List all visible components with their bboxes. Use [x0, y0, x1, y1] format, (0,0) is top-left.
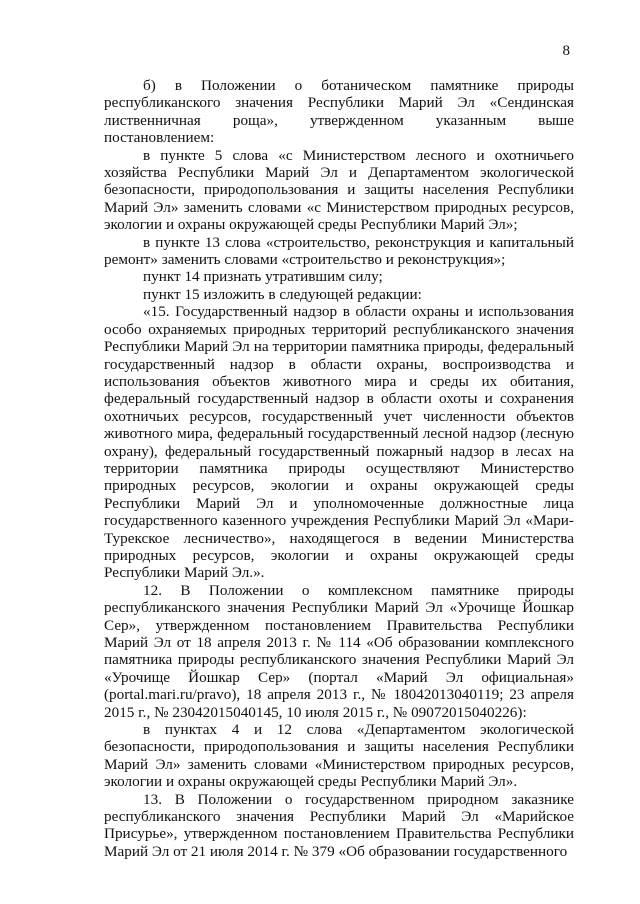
- page-number: 8: [562, 43, 570, 59]
- paragraph-point-13: в пункте 13 слова «строительство, реконструкция и капитальный ремонт» заменить словами «строительство и реконструкция»;: [104, 233, 574, 269]
- paragraph-point-15-text: «15. Государственный надзор в области охраны и использования особо охраняемых природных территорий республиканского значения Республики Марий Эл на территории памятника природы, федеральный государственный надзор в области охраны, воспроизводства и использования объектов животного мира и среды их обитания, федеральный государственный надзор в области охоты и сохранения охотничьих ресурсов, государственный учет численности объектов животного мира, федеральный государственный лесной надзор (лесную охрану), федеральный государственный пожарный надзор в лесах на территории памятника природы осуществляют Министерство природных ресурсов, экологии и охраны окружающей среды Республики Марий Эл и уполномоченные должностные лица государственного казенного учреждения Республики Марий Эл «Мари-Турекское лесничество», находящегося в ведении Министерства природных ресурсов, экологии и охраны окружающей среды Республики Марий Эл.».: [104, 303, 574, 582]
- paragraph-point-5: в пункте 5 слова «с Министерством лесного и охотничьего хозяйства Республики Марий Эл и Департаментом экологической безопасности, природопользования и защиты населения Республики Марий Эл» заменить словами «с Министерством природных ресурсов, экологии и охраны окружающей среды Республики Марий Эл»;: [104, 146, 574, 234]
- paragraph-points-4-12: в пунктах 4 и 12 слова «Департаментом экологической безопасности, природопользования и защиты населения Республики Марий Эл» заменить словами «Министерством природных ресурсов, экологии и охраны окружающей среды Республики Марий Эл».: [104, 721, 574, 791]
- paragraph-point-14: пункт 14 признать утратившим силу;: [143, 268, 383, 286]
- paragraph-section-13: 13. В Положении о государственном природном заказнике республиканского значения Республики Марий Эл «Марийское Присурье», утвержденном постановлением Правительства Республики Марий Эл от 21 июля 2014 г. № 379 «Об образовании государственного: [104, 790, 574, 860]
- paragraph-point-15-intro: пункт 15 изложить в следующей редакции:: [143, 285, 422, 303]
- paragraph-section-12: 12. В Положении о комплексном памятнике природы республиканского значения Республики Марий Эл «Урочище Йошкар Сер», утвержденном постановлением Правительства Республики Марий Эл от 18 апреля 2013 г. № 114 «Об образовании комплексного памятника природы республиканского значения Республики Марий Эл «Урочище Йошкар Сер» (портал «Марий Эл официальная» (portal.mari.ru/pravo), 18 апреля 2013 г., № 18042013040119; 23 апреля 2015 г., № 23042015040145, 10 июля 2015 г., № 09072015040226):: [104, 581, 574, 721]
- document-body: [104, 77, 574, 860]
- paragraph-b-botanical-monument: б) в Положении о ботаническом памятнике природы республиканского значения Республики Марий Эл «Сендинская лиственничная роща», утвержденном указанным выше постановлением:: [104, 77, 574, 147]
